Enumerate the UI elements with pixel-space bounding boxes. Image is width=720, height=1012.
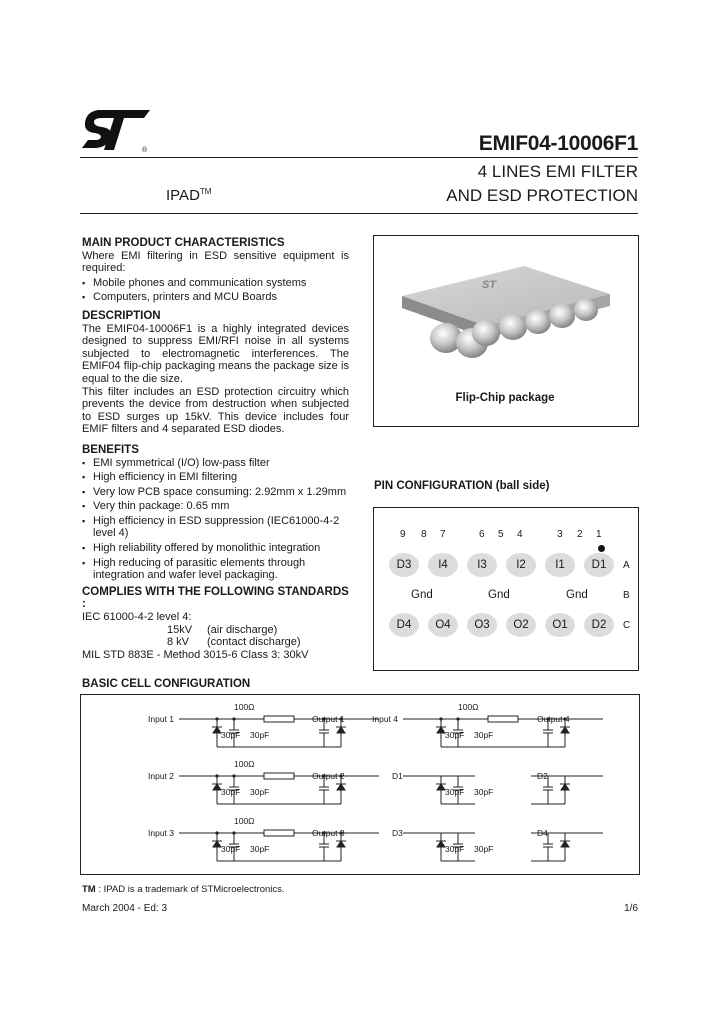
pin-config-heading: PIN CONFIGURATION (ball side): [374, 480, 550, 492]
ball-gnd: Gnd: [488, 589, 510, 601]
ball-o2: O2: [506, 613, 536, 637]
header-rule: [80, 213, 638, 214]
ball-i4: I4: [428, 553, 458, 577]
cap-label: 30pF: [474, 787, 494, 797]
cap-label: 30pF: [445, 844, 465, 854]
pin1-marker: [598, 545, 605, 552]
cell-input-label: D3: [392, 828, 403, 838]
cap-label: 30pF: [445, 730, 465, 740]
ball-d1: D1: [584, 553, 614, 577]
column-number: 6: [479, 529, 485, 540]
column-number: 7: [440, 529, 446, 540]
description-para1: The EMIF04-10006F1 is a highly integrated devices designed to suppress EMI/RFI noise in all systems subjected to electromagnetic interferences. The EMIF04 flip-chip packaging means the package size is equal to the die size.: [82, 322, 349, 385]
list-item: ▪ High reliability offered by monolithic integration: [82, 542, 349, 555]
resistor-label: 100Ω: [458, 702, 479, 712]
ball-i1: I1: [545, 553, 575, 577]
list-item: ▪ EMI symmetrical (I/O) low-pass filter: [82, 457, 349, 470]
list-item: ▪ High reducing of parasitic elements through integration and wafer level packaging.: [82, 557, 349, 582]
svg-text:ST: ST: [482, 279, 497, 291]
main-char-list: [82, 277, 349, 304]
cap-label: 30pF: [250, 730, 270, 740]
column-number: 3: [557, 529, 563, 540]
cell-output-label: Output 4: [537, 714, 570, 724]
list-item: ▪ High efficiency in EMI filtering: [82, 471, 349, 484]
ball-gnd: Gnd: [566, 589, 588, 601]
benefits-list: [82, 457, 349, 582]
ball-d2: D2: [584, 613, 614, 637]
cell-input-label: D1: [392, 771, 403, 781]
resistor-label: 100Ω: [234, 816, 255, 826]
title-rule: [80, 157, 638, 158]
list-item: ▪ Mobile phones and communication systems: [82, 277, 349, 290]
date-edition: March 2004 - Ed: 3: [82, 903, 168, 914]
cell-input-label: Input 4: [372, 714, 398, 724]
cap-label: 30pF: [474, 730, 494, 740]
cap-label: 30pF: [474, 844, 494, 854]
cap-label: 30pF: [221, 844, 241, 854]
basic-cell-heading: BASIC CELL CONFIGURATION: [82, 678, 251, 690]
cell-output-label: Output 1: [312, 714, 345, 724]
ball-o3: O3: [467, 613, 497, 637]
column-number: 1: [596, 529, 602, 540]
cap-label: 30pF: [445, 787, 465, 797]
cell-output-label: D2: [537, 771, 548, 781]
column-number: 4: [517, 529, 523, 540]
row-label: A: [623, 560, 630, 571]
standards-row: 15kV (air discharge): [167, 623, 278, 636]
cell-output-label: Output 2: [312, 771, 345, 781]
cell-output-label: D4: [537, 828, 548, 838]
ball-d3: D3: [389, 553, 419, 577]
column-number: 8: [421, 529, 427, 540]
cell-input-label: Input 3: [148, 828, 174, 838]
ball-o4: O4: [428, 613, 458, 637]
standards-mil: MIL STD 883E - Method 3015-6 Class 3: 30kV: [82, 648, 309, 661]
left-column: [82, 237, 349, 661]
subtitle-line2: AND ESD PROTECTION: [446, 186, 638, 205]
resistor-label: 100Ω: [234, 702, 255, 712]
ball-o1: O1: [545, 613, 575, 637]
list-item: ▪ Computers, printers and MCU Boards: [82, 291, 349, 304]
list-item: ▪ Very thin package: 0.65 mm: [82, 500, 349, 513]
row-label: C: [623, 620, 631, 631]
column-number: 5: [498, 529, 504, 540]
st-logo: [80, 106, 154, 154]
cell-input-label: Input 2: [148, 771, 174, 781]
cap-label: 30pF: [221, 730, 241, 740]
main-char-intro: Where EMI filtering in ESD sensitive equipment is required:: [82, 249, 349, 275]
ball-i3: I3: [467, 553, 497, 577]
package-label: Flip-Chip package: [455, 392, 555, 404]
cap-label: 30pF: [250, 787, 270, 797]
benefits-heading: BENEFITS: [82, 443, 139, 456]
column-number: 9: [400, 529, 406, 540]
page-number: 1/6: [624, 903, 638, 914]
basic-cell-box: [80, 694, 640, 875]
description-heading: DESCRIPTION: [82, 309, 161, 322]
list-item: ▪ High efficiency in ESD suppression (IEC61000-4-2 level 4): [82, 515, 349, 540]
main-char-heading: MAIN PRODUCT CHARACTERISTICS: [82, 237, 285, 249]
svg-text:®: ®: [142, 147, 148, 154]
ball-gnd: Gnd: [411, 589, 433, 601]
part-number: EMIF04-10006F1: [478, 132, 638, 155]
ball-i2: I2: [506, 553, 536, 577]
cell-output-label: Output 3: [312, 828, 345, 838]
cap-label: 30pF: [250, 844, 270, 854]
brand-ipad: IPAD™: [166, 187, 212, 204]
standards-iec: IEC 61000-4-2 level 4:: [82, 611, 192, 624]
standards-heading: COMPLIES WITH THE FOLLOWING STANDARDS :: [82, 585, 349, 611]
cap-label: 30pF: [221, 787, 241, 797]
cell-input-label: Input 1: [148, 714, 174, 724]
standards-row: 8 kV (contact discharge): [167, 636, 301, 649]
list-item: ▪ Very low PCB space consuming: 2.92mm x 1.29mm: [82, 486, 349, 499]
flip-chip-package-image: [374, 236, 638, 386]
resistor-label: 100Ω: [234, 759, 255, 769]
row-label: B: [623, 590, 630, 601]
description-para2: This filter includes an ESD protection circuitry which prevents the device from destruction when subjected to ESD surges up 15kV. This device includes four EMIF filters and 4 separated ESD diodes.: [82, 385, 349, 436]
column-number: 2: [577, 529, 583, 540]
trademark-note: TM : IPAD is a trademark of STMicroelectronics.: [82, 884, 285, 895]
subtitle-line1: 4 LINES EMI FILTER: [477, 162, 638, 181]
ball-d4: D4: [389, 613, 419, 637]
